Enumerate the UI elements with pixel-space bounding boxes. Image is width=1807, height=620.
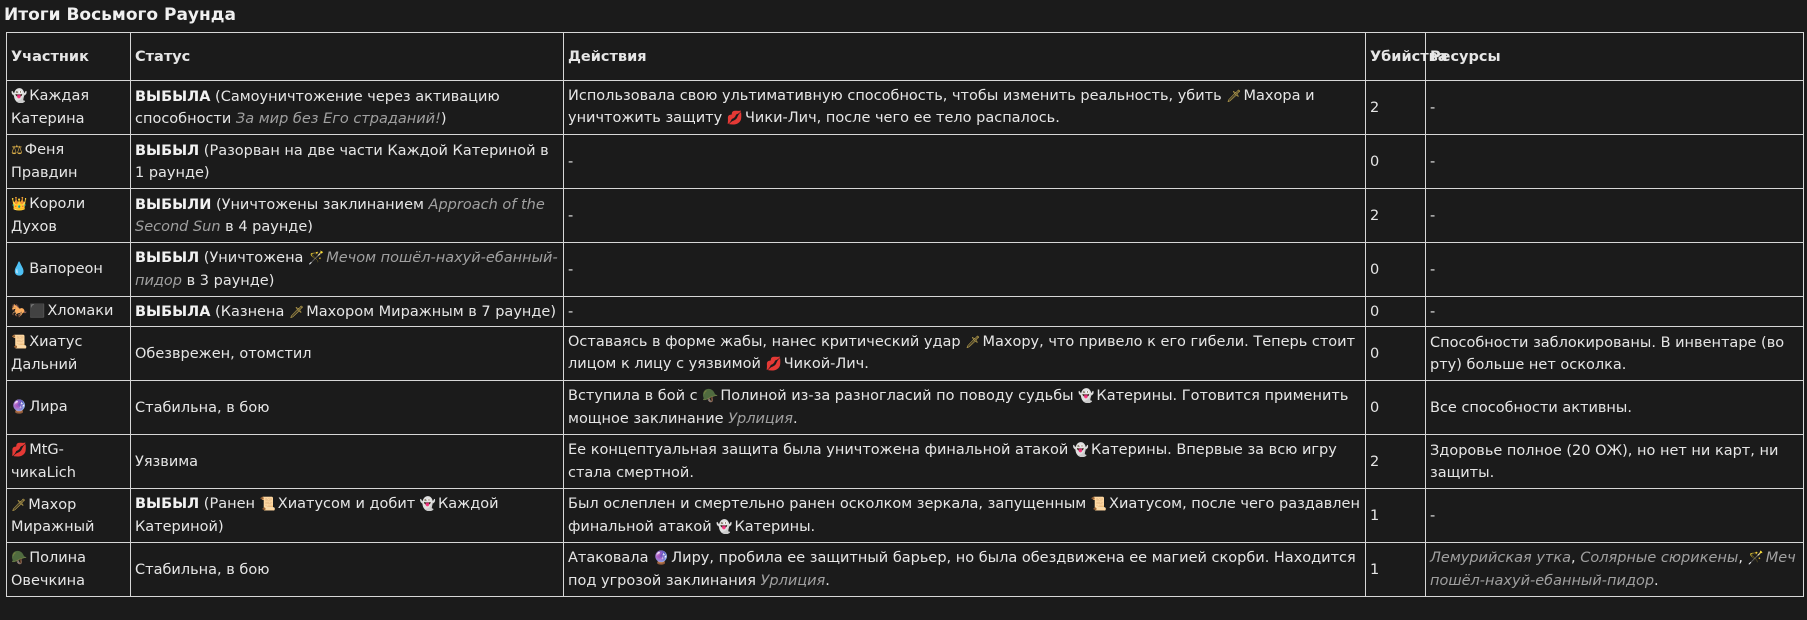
table-row [7,243,1804,297]
participant-cell: 🪖 Полина Овечкина [7,543,131,597]
black-square-icon: ⬛ [29,304,46,319]
table-row [7,189,1804,243]
resources-cell: - [1426,135,1804,189]
crown-icon: 👑 [11,197,28,212]
resources-cell: - [1426,297,1804,327]
lips-icon: 💋 [765,357,782,372]
wand-icon: 🪄 [1747,551,1764,566]
header-participant: Участник [7,33,131,81]
header-status: Статус [131,33,564,81]
resources-cell: Здоровье полное (20 ОЖ), но нет ни карт, ни защиты. [1426,435,1804,489]
participant-cell: 💧 Вапореон [7,243,131,297]
ghost-icon: 👻 [1072,443,1090,458]
status-cell: ВЫБЫЛА (Казнена 🗡 Махором Миражным в 7 раунде) [131,297,564,327]
lips-icon: 💋 [726,111,743,126]
table-row [7,489,1804,543]
table-row [7,381,1804,435]
kills-cell: 1 [1366,489,1426,543]
resources-cell: Лемурийская утка, Солярные сюрикены, 🪄 Меч пошёл-нахуй-ебанный-пидор. [1426,543,1804,597]
round-results-table [6,32,1804,597]
scroll-icon: 📜 [1090,496,1108,512]
table-row [7,135,1804,189]
status-cell: ВЫБЫЛ (Разорван на две части Каждой Катериной в 1 раунде) [131,135,564,189]
helmet-icon: 🪖 [11,551,28,566]
actions-cell: - [564,189,1366,243]
status-cell: ВЫБЫЛ (Ранен 📜 Хиатусом и добит 👻 Каждой Катериной) [131,489,564,543]
resources-cell: Все способности активны. [1426,381,1804,435]
table-header-row [7,33,1804,81]
ghost-icon: 👻 [419,497,436,512]
kills-cell: 0 [1366,297,1426,327]
ghost-icon: 👻 [716,519,733,535]
scales-icon: ⚖ [11,143,23,158]
wand-icon: 🪄 [308,251,325,266]
status-cell: Стабильна, в бою [131,543,564,597]
table-row [7,327,1804,381]
scroll-icon: 📜 [259,497,276,512]
actions-cell: - [564,135,1366,189]
participant-cell: 📜 Хиатус Дальний [7,327,131,381]
sword-icon: 🗡 [11,497,27,512]
kills-cell: 0 [1366,327,1426,381]
actions-cell: Вступила в бой с 🪖 Полиной из-за разногласий по поводу судьбы 👻 Катерины. Готовится применить мощное заклинание Урлиция. [564,381,1366,435]
crystal-ball-icon: 🔮 [653,551,670,566]
kills-cell: 0 [1366,135,1426,189]
participant-cell: 🐎 ⬛ Хломаки [7,297,131,327]
page-title: Итоги Восьмого Раунда [4,5,236,25]
participant-cell: 🔮 Лира [7,381,131,435]
scroll-icon: 📜 [11,335,28,350]
resources-cell: - [1426,489,1804,543]
actions-cell: - [564,297,1366,327]
kills-cell: 0 [1366,381,1426,435]
ghost-icon: 👻 [11,89,28,104]
actions-cell: Использовала свою ультимативную способность, чтобы изменить реальность, убить 🗡 Махора и уничтожить защиту 💋 Чики-Лич, после чего ее тело распалось. [564,81,1366,135]
actions-cell: Оставаясь в форме жабы, нанес критический удар 🗡 Махору, что привело к его гибели. Теперь стоит лицом к лицу с уязвимой 💋 Чикой-Лич. [564,327,1366,381]
status-cell: Обезврежен, отомстил [131,327,564,381]
kills-cell: 2 [1366,435,1426,489]
participant-cell: 👻 Каждая Катерина [7,81,131,135]
actions-cell: Атаковала 🔮 Лиру, пробила ее защитный барьер, но была обездвижена ее магией скорби. Находится под угрозой заклинания Урлиция. [564,543,1366,597]
sword-icon: 🗡 [288,304,305,319]
status-cell: Уязвима [131,435,564,489]
horse-icon: 🐎 [11,304,28,319]
resources-cell: - [1426,189,1804,243]
header-resources: Ресурсы [1426,33,1804,81]
participant-cell: 💋 MtG-чикаLich [7,435,131,489]
ghost-icon: 👻 [1078,389,1095,404]
crystal-ball-icon: 🔮 [11,400,28,415]
lips-icon: 💋 [11,443,28,458]
participant-cell: 👑 Короли Духов [7,189,131,243]
status-cell: ВЫБЫЛИ (Уничтожены заклинанием Approach of the Second Sun в 4 раунде) [131,189,564,243]
header-kills: Убийства [1366,33,1426,81]
kills-cell: 1 [1366,543,1426,597]
status-cell: ВЫБЫЛА (Самоуничтожение через активацию способности За мир без Его страданий!) [131,81,564,135]
kills-cell: 2 [1366,189,1426,243]
table-row [7,435,1804,489]
helmet-icon: 🪖 [702,389,719,404]
participant-cell: 🗡 Махор Миражный [7,489,131,543]
droplet-icon: 💧 [11,262,28,277]
table-row [7,81,1804,135]
kills-cell: 0 [1366,243,1426,297]
sword-icon: 🗡 [1226,89,1242,103]
header-actions: Действия [564,33,1366,81]
table-row [7,543,1804,597]
sword-icon: 🗡 [965,335,981,349]
status-cell: ВЫБЫЛ (Уничтожена 🪄 Мечом пошёл-нахуй-ебанный-пидор в 3 раунде) [131,243,564,297]
resources-cell: - [1426,243,1804,297]
actions-cell: Ее концептуальная защита была уничтожена финальной атакой 👻 Катерины. Впервые за всю игру стала смертной. [564,435,1366,489]
kills-cell: 2 [1366,81,1426,135]
actions-cell: - [564,243,1366,297]
actions-cell: Был ослеплен и смертельно ранен осколком зеркала, запущенным 📜 Хиатусом, после чего раздавлен финальной атакой 👻 Катерины. [564,489,1366,543]
resources-cell: Способности заблокированы. В инвентаре (во рту) больше нет осколка. [1426,327,1804,381]
status-cell: Стабильна, в бою [131,381,564,435]
participant-cell: ⚖ Феня Правдин [7,135,131,189]
table-row [7,297,1804,327]
resources-cell: - [1426,81,1804,135]
